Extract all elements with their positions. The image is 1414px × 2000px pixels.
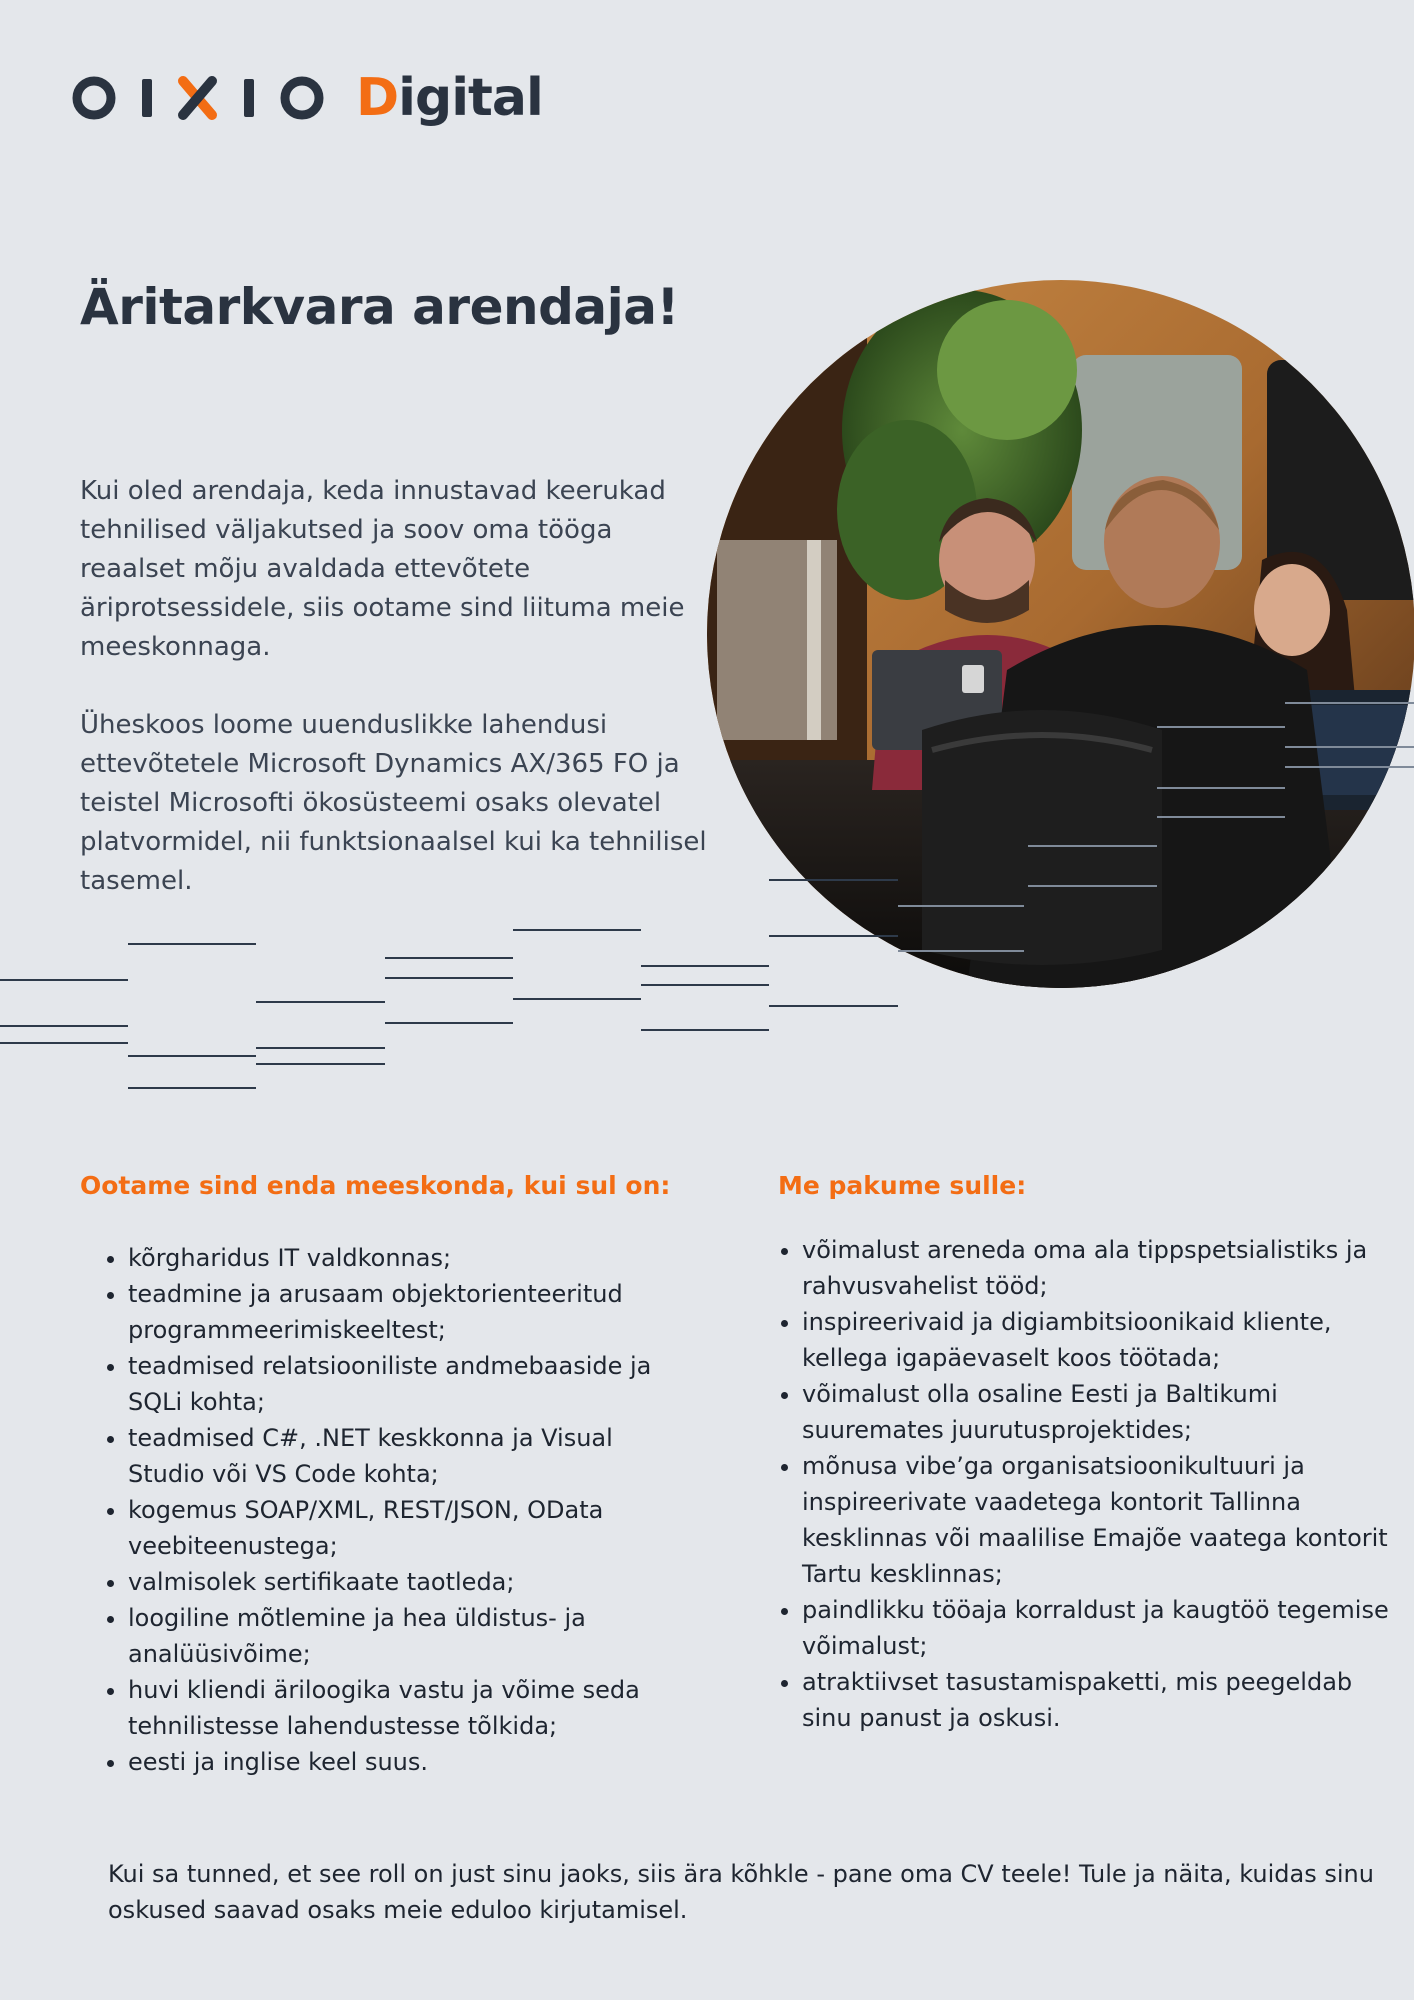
offer-heading: Me pakume sulle: <box>778 1171 1027 1200</box>
logo-wordmark <box>356 68 543 128</box>
list-item: • teadmised C#, .NET keskkonna ja Visual Studio või VS Code kohta; <box>128 1420 680 1492</box>
requirements-list <box>80 1240 680 1780</box>
company-logo <box>72 62 543 134</box>
list-item: • eesti ja inglise keel suus. <box>128 1744 680 1780</box>
closing-text: Kui sa tunned, et see roll on just sinu jaoks, siis ära kõhkle - pane oma CV teele! Tule ja näita, kuidas sinu oskused saavad osaks meie eduloo kirjutamisel. <box>108 1860 1374 1924</box>
logo-word-rest: igital <box>398 68 543 128</box>
list-item: • kõrgharidus IT valdkonnas; <box>128 1240 680 1276</box>
list-item: • paindlikku tööaja korraldust ja kaugtöö tegemise võimalust; <box>802 1592 1408 1664</box>
list-item: • võimalust areneda oma ala tippspetsialistiks ja rahvusvahelist tööd; <box>802 1232 1408 1304</box>
list-item: • teadmised relatsiooniliste andmebaaside ja SQLi kohta; <box>128 1348 680 1420</box>
list-item: • teadmine ja arusaam objektorienteeritud programmeerimiskeeltest; <box>128 1276 680 1348</box>
intro-paragraph-2: Üheskoos loome uuenduslikke lahendusi ettevõtetele Microsoft Dynamics AX/365 FO ja teistel Microsofti ökosüsteemi osaks olevatel platvormidel, nii funktsionaalsel kui ka tehnilisel tasemel. <box>80 710 707 896</box>
intro-text <box>80 472 720 940</box>
requirements-heading: Ootame sind enda meeskonda, kui sul on: <box>80 1171 671 1200</box>
oixio-logo-mark <box>72 70 330 126</box>
list-item: • kogemus SOAP/XML, REST/JSON, OData veebiteenustega; <box>128 1492 680 1564</box>
list-item: • mõnusa vibe’ga organisatsioonikultuuri ja inspireerivate vaadetega kontorit Tallinna kesklinnas või maalilise Emajõe vaatega kontorit Tartu kesklinnas; <box>802 1448 1408 1592</box>
page-title: Äritarkvara arendaja! <box>80 278 679 336</box>
list-item: • valmisolek sertifikaate taotleda; <box>128 1564 680 1600</box>
requirements-section <box>80 1166 680 1780</box>
list-item: • inspireerivaid ja digiambitsioonikaid kliente, kellega igapäevaselt koos töötada; <box>802 1304 1408 1376</box>
intro-paragraph-1: Kui oled arendaja, keda innustavad keerukad tehnilised väljakutsed ja soov oma tööga reaalset mõju avaldada ettevõtete äriprotsessidele, siis ootame sind liituma meie meeskonnaga. <box>80 476 685 662</box>
office-team-photo <box>707 280 1414 988</box>
list-item: • huvi kliendi äriloogika vastu ja võime seda tehnilistesse lahendustesse tõlkida; <box>128 1672 680 1744</box>
logo-word-accent: D <box>356 68 399 128</box>
offer-list <box>778 1232 1408 1736</box>
list-item: • loogiline mõtlemine ja hea üldistus- ja analüüsivõime; <box>128 1600 680 1672</box>
list-item: • atraktiivset tasustamispaketti, mis peegeldab sinu panust ja oskusi. <box>802 1664 1408 1736</box>
offer-section <box>778 1166 1408 1736</box>
list-item: • võimalust olla osaline Eesti ja Baltikumi suuremates juurutusprojektides; <box>802 1376 1408 1448</box>
